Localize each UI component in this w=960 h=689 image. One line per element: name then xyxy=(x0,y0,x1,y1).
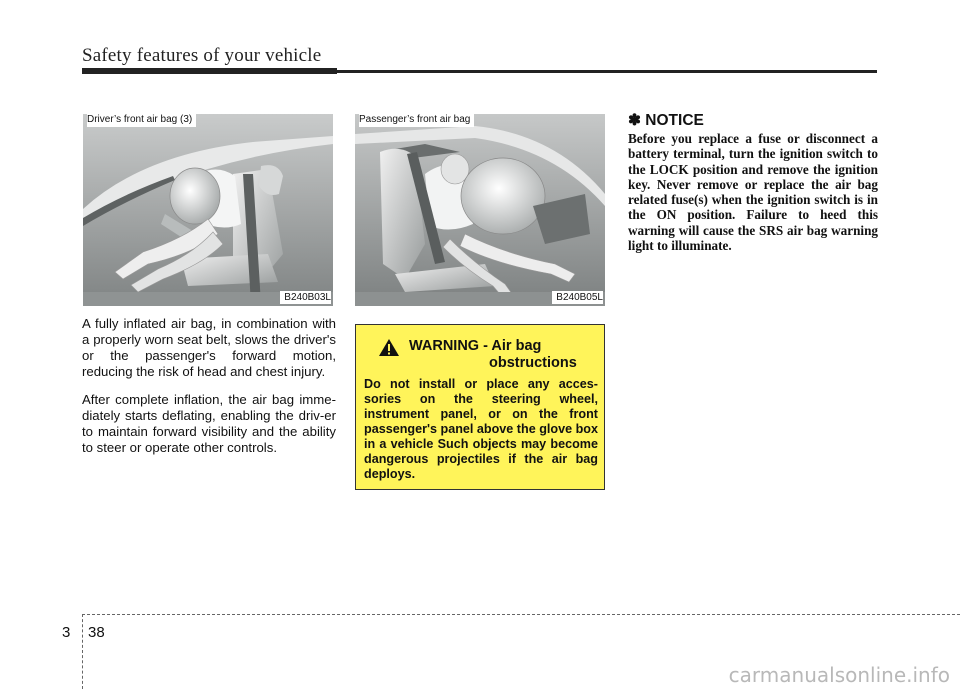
body-paragraph: A fully inflated air bag, in combination with a properly worn seat belt, slows the driver's or the passenger's forward motion, reducing the risk of head and chest injury. xyxy=(82,316,336,379)
header-title: Safety features of your vehicle xyxy=(82,45,322,66)
footer-rule-horizontal xyxy=(82,614,960,615)
driver-airbag-figure xyxy=(83,114,333,306)
chapter-number: 3 xyxy=(62,624,71,641)
warning-text: Do not install or place any acces-sories on the steering wheel, instrument panel, or on the front passenger's panel above the glove box in a vehicle Such objects may become dangerous projectiles if the air bag deploys. xyxy=(364,377,598,481)
figure-caption: Driver’s front air bag (3) xyxy=(87,114,196,127)
watermark: carmanualsonline.info xyxy=(728,663,950,687)
warning-heading: WARNING - Air bag xyxy=(409,338,542,354)
footer-rule-vertical xyxy=(82,614,83,689)
figure-code: B240B03L xyxy=(280,291,331,304)
passenger-airbag-illustration xyxy=(355,114,605,306)
figure-code: B240B05L xyxy=(552,291,603,304)
passenger-airbag-figure xyxy=(355,114,605,306)
page-number: 38 xyxy=(88,624,105,641)
body-paragraph: After complete inflation, the air bag imme-diately starts deflating, enabling the driv-er to maintain forward visibility and the ability to steer or operate other controls. xyxy=(82,392,336,455)
driver-airbag-illustration xyxy=(83,114,333,306)
notice-text: Before you replace a fuse or disconnect a battery terminal, turn the ignition switch to the LOCK position and remove the ignition key. Never remove or replace the air bag related fuse(s) when the ignition switch is in the ON position. Failure to heed this warning will cause the SRS air bag warning light to illuminate. xyxy=(628,131,878,254)
figure-caption: Passenger’s front air bag xyxy=(359,114,474,127)
warning-box xyxy=(355,324,605,490)
header-rule-accent xyxy=(82,68,337,74)
warning-triangle-icon xyxy=(378,338,400,357)
notice-heading: ✽ NOTICE xyxy=(628,112,704,129)
warning-heading-line2: obstructions xyxy=(489,355,577,371)
